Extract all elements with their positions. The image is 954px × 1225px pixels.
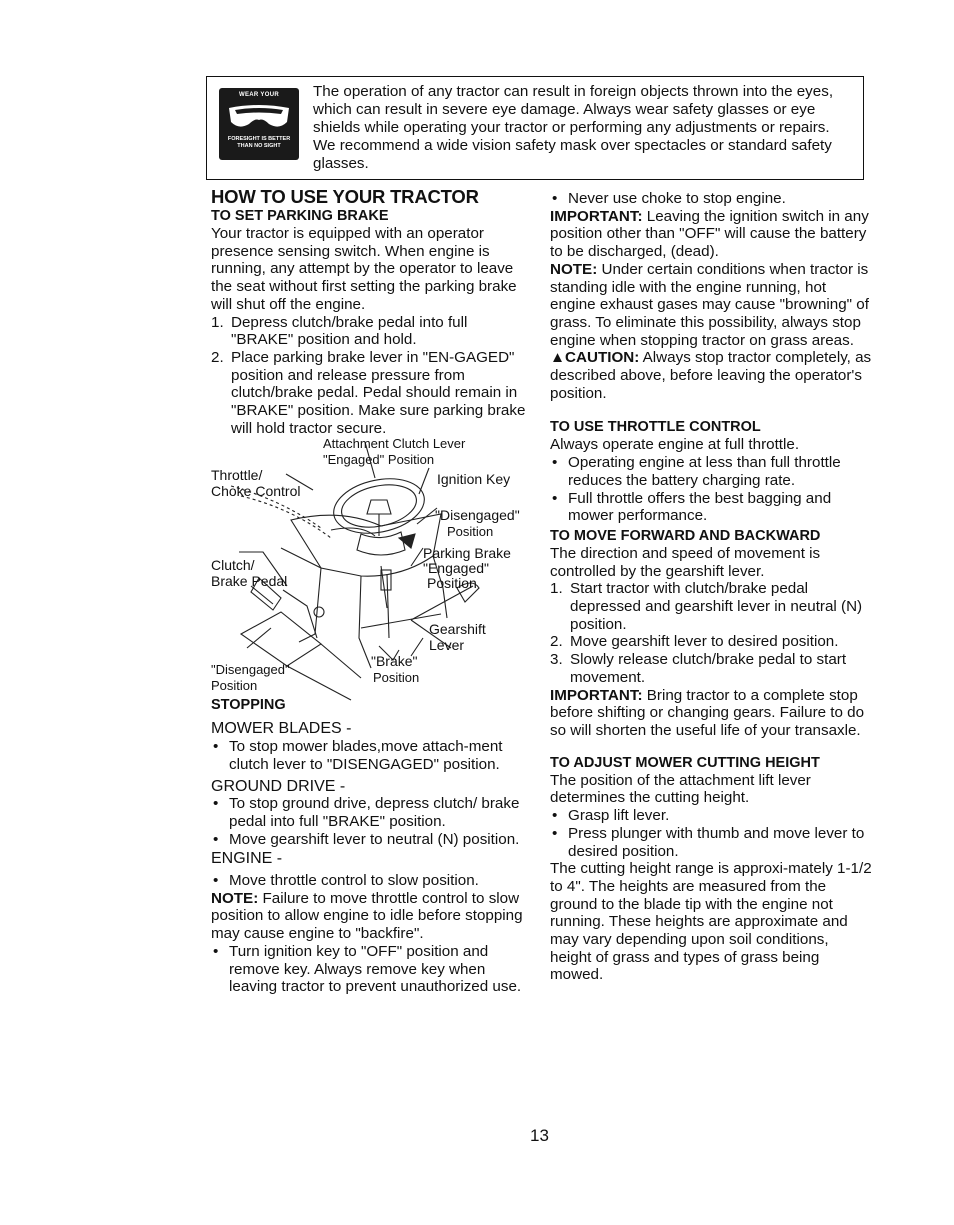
item-text: Operating engine at less than full throttle reduces the battery charging rate. — [568, 454, 841, 489]
label-attachment-clutch: Attachment Clutch Lever — [323, 436, 466, 452]
label-disengaged-position: Position — [447, 524, 494, 540]
important-label: IMPORTANT: — [550, 686, 643, 704]
badge-bottom-line-2: THAN NO SIGHT — [237, 143, 281, 149]
bullet: • — [552, 454, 558, 472]
ground-item-2 — [211, 831, 531, 849]
blades-item — [211, 738, 531, 773]
throttle-intro: Always operate engine at full throttle. — [550, 436, 800, 454]
cutting-outro: The cutting height range is approxi-mately 1-1/2 to 4". The heights are measured from the ground to the blade tip with the engine not running. These heights are approximate and may vary depending upon soil conditions, height of grass and types of grass being mowed. — [550, 860, 872, 984]
step-number: 2. — [211, 348, 224, 366]
label-choke-control: Choke Control — [211, 483, 301, 500]
label-ignition-key: Ignition Key — [437, 471, 511, 488]
cutting-intro: The position of the attachment lift lever determines the cutting height. — [550, 771, 811, 807]
caution-triangle-icon: ▲ — [550, 349, 566, 367]
throttle-item-1 — [550, 454, 872, 489]
label-brake-pedal: Brake Pedal — [211, 573, 288, 590]
bullet: • — [213, 738, 219, 756]
stopping-heading: STOPPING — [211, 697, 286, 714]
tractor-controls-figure — [211, 438, 531, 720]
item-text: To stop ground drive, depress clutch/ brake pedal into full "BRAKE" position. — [229, 795, 520, 830]
warning-text: The operation of any tractor can result in foreign objects thrown into the eyes, which can result in severe eye damage. Always wear safety glasses or eye shields while operating your tractor or performing any adjustments or repairs. We recommend a wide vision safety mask over spectacles or standard safety glasses. — [313, 83, 834, 172]
cutting-heading: TO ADJUST MOWER CUTTING HEIGHT — [550, 754, 820, 771]
move-step-3 — [550, 651, 872, 686]
parking-brake-heading: TO SET PARKING BRAKE — [211, 208, 389, 224]
note-text: Under certain conditions when tractor is standing idle with the engine running, hot engine exhaust gases may cause "browning" of grass. To eliminate this possibility, always stop engine when stopping tractor on grass areas. — [550, 260, 869, 349]
bullet: • — [552, 489, 558, 507]
label-brake-position: Position — [373, 670, 420, 686]
move-step-1 — [550, 580, 872, 633]
safety-warning-box — [206, 76, 864, 180]
badge-bottom-line-1: FORESIGHT IS BETTER — [227, 136, 291, 142]
label-disengaged: "Disengaged" — [435, 507, 520, 524]
caution-paragraph — [550, 349, 872, 402]
step-number: 3. — [550, 651, 563, 669]
label-gearshift: Gearshift — [429, 621, 486, 638]
bullet: • — [213, 830, 219, 848]
bullet: • — [552, 807, 558, 825]
item-text: Turn ignition key to "OFF" position and remove key. Always remove key when leaving tractor to prevent unauthorized use. — [229, 942, 522, 996]
label-pedal-position: Position — [211, 678, 258, 694]
label-engaged-position: "Engaged" Position — [323, 452, 435, 468]
caution-text: Always stop tractor completely, as described above, before leaving the operator's position. — [550, 349, 872, 402]
label-pedal-disengaged: "Disengaged" — [211, 662, 290, 678]
step-number: 2. — [550, 633, 563, 651]
safety-glasses-icon — [219, 88, 299, 160]
item-text: Full throttle offers the best bagging and mower performance. — [568, 489, 832, 525]
left-column — [211, 186, 531, 996]
label-parking-brake: Parking Brake — [423, 545, 511, 562]
engine-item-2 — [211, 943, 531, 996]
move-intro: The direction and speed of movement is controlled by the gearshift lever. — [550, 544, 821, 580]
engine-note — [211, 890, 531, 943]
step-text: Move gearshift lever to desired position. — [570, 633, 839, 651]
ground-item-1 — [211, 795, 531, 830]
step-text: Start tractor with clutch/brake pedal depressed and gearshift lever in neutral (N) position. — [570, 580, 863, 633]
bullet: • — [552, 824, 558, 842]
engine-item-1 — [211, 872, 531, 890]
bullet: • — [552, 190, 558, 207]
note-label: NOTE: — [211, 889, 259, 907]
badge-bottom-text — [219, 136, 299, 150]
step-text: Depress clutch/brake pedal into full "BRAKE" position and hold. — [231, 313, 468, 349]
throttle-heading: TO USE THROTTLE CONTROL — [550, 419, 761, 436]
throttle-item-2 — [550, 490, 872, 525]
label-clutch: Clutch/ — [211, 557, 255, 574]
bullet: • — [213, 872, 219, 890]
page-number: 13 — [530, 1126, 549, 1145]
step-text: Place parking brake lever in "EN-GAGED" position and release pressure from clutch/brake pedal. Pedal should remain in "BRAKE" position. Make sure parking brake will hold tractor secure. — [231, 348, 526, 437]
item-text: Grasp lift lever. — [568, 807, 670, 825]
step-text: Slowly release clutch/brake pedal to start movement. — [570, 651, 847, 686]
caution-label: CAUTION: — [565, 349, 640, 367]
choke-item — [550, 190, 872, 208]
label-brake: "Brake" — [371, 653, 418, 670]
item-text: Never use choke to stop engine. — [568, 190, 786, 207]
label-throttle: Throttle/ — [211, 467, 263, 484]
mower-blades-label: MOWER BLADES - — [211, 720, 352, 738]
right-column — [550, 190, 872, 984]
label-lever: Lever — [429, 637, 465, 654]
engine-label: ENGINE - — [211, 850, 283, 868]
ground-drive-label: GROUND DRIVE - — [211, 777, 346, 795]
important-label: IMPORTANT: — [550, 207, 643, 225]
ignition-important — [550, 208, 872, 261]
step-number: 1. — [550, 580, 563, 598]
note-label: NOTE: — [550, 260, 598, 278]
parking-step-1 — [211, 314, 531, 349]
parking-brake-intro: Your tractor is equipped with an operator presence sensing switch. When engine is running, any attempt by the operator to leave the seat without first setting the parking brake will shut off the engine. — [211, 225, 517, 313]
parking-step-2 — [211, 349, 531, 438]
cutting-item-1 — [550, 807, 872, 825]
move-step-2 — [550, 633, 872, 651]
bullet: • — [213, 795, 219, 813]
item-text: Press plunger with thumb and move lever to desired position. — [568, 824, 865, 860]
label-parking-position: Position — [427, 575, 477, 592]
item-text: Move gearshift lever to neutral (N) position. — [229, 830, 520, 848]
glasses-icon — [225, 100, 293, 134]
move-heading: TO MOVE FORWARD AND BACKWARD — [550, 527, 821, 544]
important-text: Bring tractor to a complete stop before shifting or changing gears. Failure to do so will shorten the useful life of your transaxle. — [550, 686, 865, 739]
label-parking-engaged: "Engaged" — [423, 560, 489, 577]
gears-important — [550, 687, 872, 740]
browning-note — [550, 261, 872, 350]
section-title: HOW TO USE YOUR TRACTOR — [211, 186, 479, 207]
cutting-item-2 — [550, 825, 872, 860]
bullet: • — [213, 942, 219, 960]
item-text: To stop mower blades,move attach-ment clutch lever to "DISENGAGED" position. — [229, 738, 503, 773]
step-number: 1. — [211, 313, 224, 331]
note-text: Failure to move throttle control to slow position to allow engine to idle before stopping may cause engine to "backfire". — [211, 889, 523, 943]
important-text: Leaving the ignition switch in any position other than "OFF" will cause the battery to be discharged, (dead). — [550, 207, 869, 261]
badge-top-text: WEAR YOUR — [239, 92, 279, 98]
item-text: Move throttle control to slow position. — [229, 872, 479, 890]
